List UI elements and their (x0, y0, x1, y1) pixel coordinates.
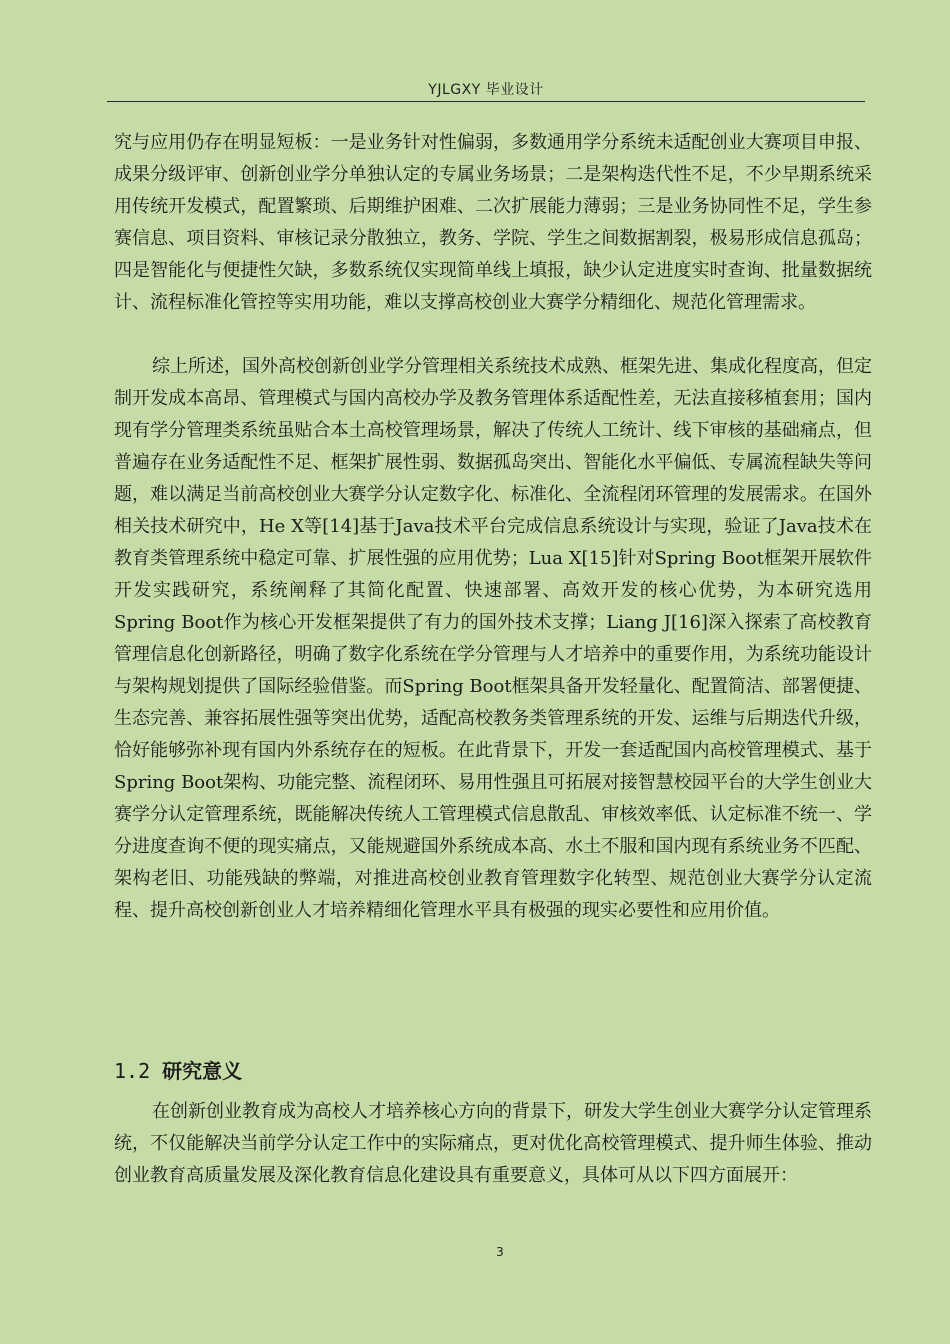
body-paragraph-1: 究与应用仍存在明显短板：一是业务针对性偏弱，多数通用学分系统未适配创业大赛项目申报、成果分级评审、创新创业学分单独认定的专属业务场景；二是架构迭代性不足，不少早期系统采用传统开发模式，配置繁琐、后期维护困难、二次扩展能力薄弱；三是业务协同性不足，学生参赛信息、项目资料、审核记录分散独立，教务、学院、学生之间数据割裂，极易形成信息孤岛；四是智能化与便捷性欠缺，多数系统仅实现简单线上填报，缺少认定进度实时查询、批量数据统计、流程标准化管控等实用功能，难以支撑高校创业大赛学分精细化、规范化管理需求。 (114, 132, 872, 313)
section-number: 1.2 (114, 1059, 151, 1083)
header-divider (107, 101, 865, 102)
body-paragraph-2: 综上所述，国外高校创新创业学分管理相关系统技术成熟、框架先进、集成化程度高，但定制开发成本高昂、管理模式与国内高校办学及教务管理体系适配性差，无法直接移植套用；国内现有学分管理类系统虽贴合本土高校管理场景，解决了传统人工统计、线下审核的基础痛点，但普遍存在业务适配性不足、框架扩展性弱、数据孤岛突出、智能化水平偏低、专属流程缺失等问题，难以满足当前高校创业大赛学分认定数字化、标准化、全流程闭环管理的发展需求。在国外相关技术研究中，He X等[14]基于Java技术平台完成信息系统设计与实现，验证了Java技术在教育类管理系统中稳定可靠、扩展性强的应用优势；Lua X[15]针对Spring Boot框架开展软件开发实践研究，系统阐释了其简化配置、快速部署、高效开发的核心优势，为本研究选用Spring Boot作为核心开发框架提供了有力的国外技术支撑；Liang J[16]深入探索了高校教育管理信息化创新路径，明确了数字化系统在学分管理与人才培养中的重要作用，为系统功能设计与架构规划提供了国际经验借鉴。而Spring Boot框架具备开发轻量化、配置简洁、部署便捷、生态完善、兼容拓展性强等突出优势，适配高校教务类管理系统的开发、运维与后期迭代升级，恰好能够弥补现有国内外系统存在的短板。在此背景下，开发一套适配国内高校管理模式、基于Spring Boot架构、功能完整、流程闭环、易用性强且可拓展对接智慧校园平台的大学生创业大赛学分认定管理系统，既能解决传统人工管理模式信息散乱、审核效率低、认定标准不统一、学分进度查询不便的现实痛点，又能规避国外系统成本高、水土不服和国内现有系统业务不匹配、架构老旧、功能残缺的弊端，对推进高校创业教育管理数字化转型、规范创业大赛学分认定流程、提升高校创新创业人才培养精细化管理水平具有极强的现实必要性和应用价值。 (114, 356, 872, 921)
section-heading (114, 1055, 242, 1084)
page-number: 3 (496, 1245, 504, 1259)
section-paragraph-1: 在创新创业教育成为高校人才培养核心方向的背景下，研发大学生创业大赛学分认定管理系统，不仅能解决当前学分认定工作中的实际痛点，更对优化高校管理模式、提升师生体验、推动创业教育高质量发展及深化教育信息化建设具有重要意义，具体可从以下四方面展开： (114, 1101, 872, 1186)
page-header-title: YJLGXY 毕业设计 (428, 82, 544, 98)
section-title: 研究意义 (162, 1059, 243, 1083)
